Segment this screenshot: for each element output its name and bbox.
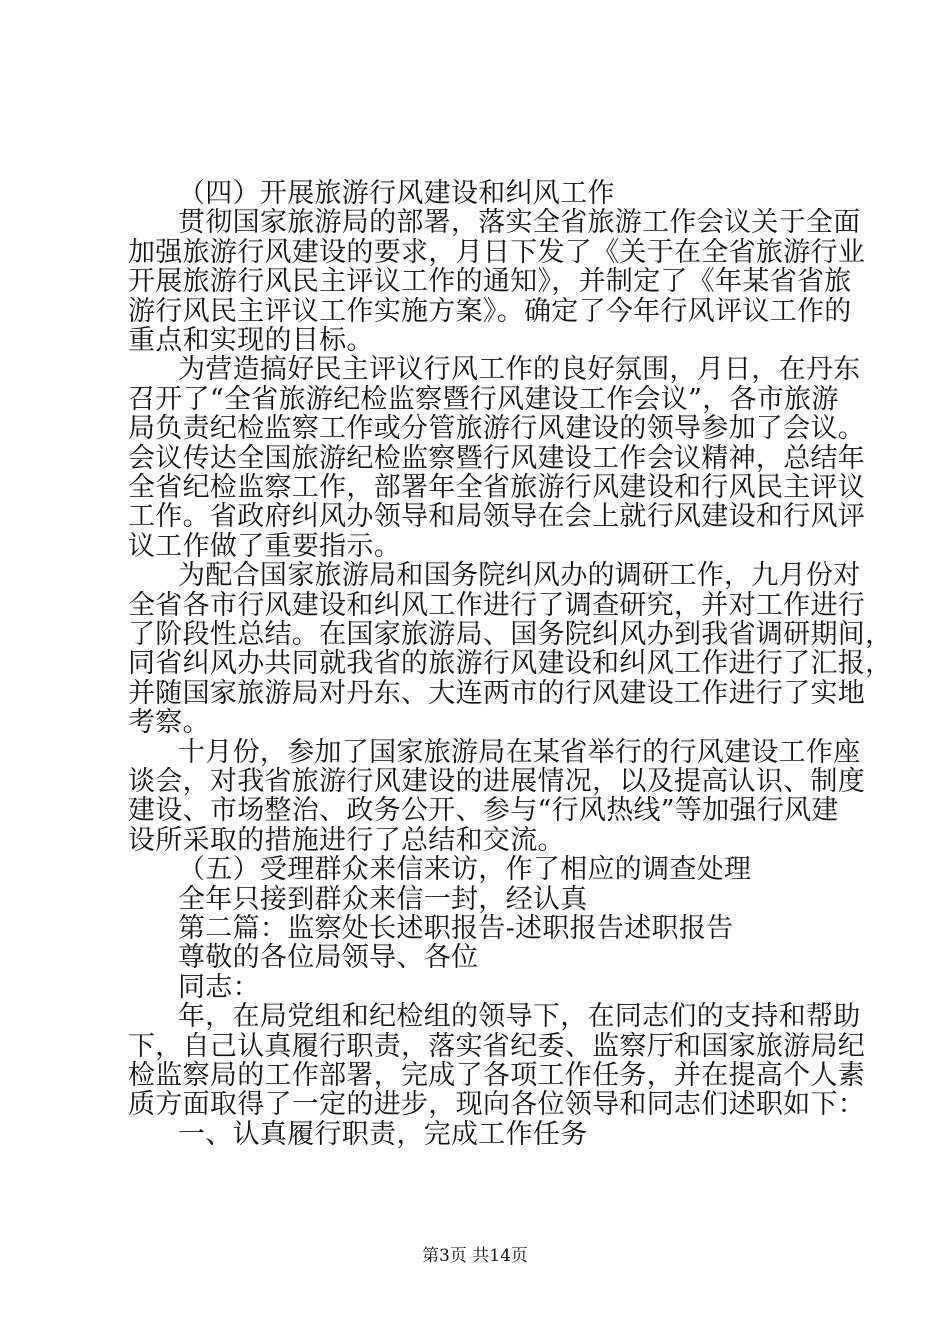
salutation-line: 尊敬的各位局领导、各位 bbox=[178, 942, 479, 974]
paragraph-line: 局负责纪检监察工作或分管旅游行风建设的领导参加了会议。 bbox=[128, 413, 866, 445]
paragraph-line: 召开了“全省旅游纪检监察暨行风建设工作会议”，各市旅游 bbox=[128, 383, 839, 415]
paragraph-line: 年，在局党组和纪检组的领导下，在同志们的支持和帮助 bbox=[178, 1001, 861, 1033]
paragraph-line: 建设、市场整治、政务公开、参与“行风热线”等加强行风建 bbox=[128, 795, 839, 827]
paragraph-line: 全省纪检监察工作，部署年全省旅游行风建设和行风民主评议 bbox=[128, 472, 866, 503]
paragraph-line: 全年只接到群众来信一封，经认真 bbox=[178, 883, 588, 915]
section-heading-4: （四）开展旅游行风建设和纠风工作 bbox=[178, 178, 615, 209]
paragraph-line: 开展旅游行风民主评议工作的通知》，并制定了《年某省省旅 bbox=[128, 266, 852, 298]
paragraph-line: 十月份，参加了国家旅游局在某省举行的行风建设工作座 bbox=[178, 736, 861, 768]
paragraph-line: 加强旅游行风建设的要求，月日下发了《关于在全省旅游行业 bbox=[128, 236, 866, 268]
paragraph-line: 同省纠风办共同就我省的旅游行风建设和纠风工作进行了汇报， bbox=[128, 648, 893, 680]
paragraph-line: 会议传达全国旅游纪检监察暨行风建设工作会议精神，总结年 bbox=[128, 442, 866, 474]
paragraph-line: 下，自己认真履行职责，落实省纪委、监察厅和国家旅游局纪 bbox=[128, 1030, 866, 1062]
salutation-line: 同志： bbox=[178, 971, 260, 1003]
paragraph-line: 检监察局的工作部署，完成了各项工作任务，并在提高个人素 bbox=[128, 1060, 866, 1091]
paragraph-line: 并随国家旅游局对丹东、大连两市的行风建设工作进行了实地 bbox=[128, 677, 866, 709]
paragraph-line: 考察。 bbox=[128, 707, 210, 739]
paragraph-line: 游行风民主评议工作实施方案》。确定了今年行风评议工作的 bbox=[128, 295, 852, 327]
paragraph-line: 全省各市行风建设和纠风工作进行了调查研究，并对工作进行 bbox=[128, 589, 866, 621]
section-heading-5: （五）受理群众来信来访，作了相应的调查处理 bbox=[178, 854, 752, 886]
paragraph-line: 谈会，对我省旅游行风建设的进展情况，以及提高认识、制度 bbox=[128, 766, 866, 797]
section-heading-1: 一、认真履行职责，完成工作任务 bbox=[178, 1118, 588, 1150]
paragraph-line: 设所采取的措施进行了总结和交流。 bbox=[128, 824, 565, 856]
chapter-title: 第二篇：监察处长述职报告-述职报告述职报告 bbox=[178, 913, 734, 944]
paragraph-line: 为营造搞好民主评议行风工作的良好氛围，月日，在丹东 bbox=[178, 354, 861, 386]
paragraph-line: 质方面取得了一定的进步，现向各位领导和同志们述职如下： bbox=[128, 1089, 866, 1121]
paragraph-line: 贯彻国家旅游局的部署，落实全省旅游工作会议关于全面 bbox=[178, 207, 861, 239]
paragraph-line: 议工作做了重要指示。 bbox=[128, 530, 401, 562]
paragraph-line: 工作。省政府纠风办领导和局领导在会上就行风建设和行风评 bbox=[128, 501, 866, 533]
paragraph-line: 重点和实现的目标。 bbox=[128, 325, 374, 356]
page-footer: 第3页 共14页 bbox=[422, 1246, 528, 1266]
paragraph-line: 为配合国家旅游局和国务院纠风办的调研工作，九月份对 bbox=[178, 560, 861, 592]
paragraph-line: 了阶段性总结。在国家旅游局、国务院纠风办到我省调研期间， bbox=[128, 619, 893, 650]
